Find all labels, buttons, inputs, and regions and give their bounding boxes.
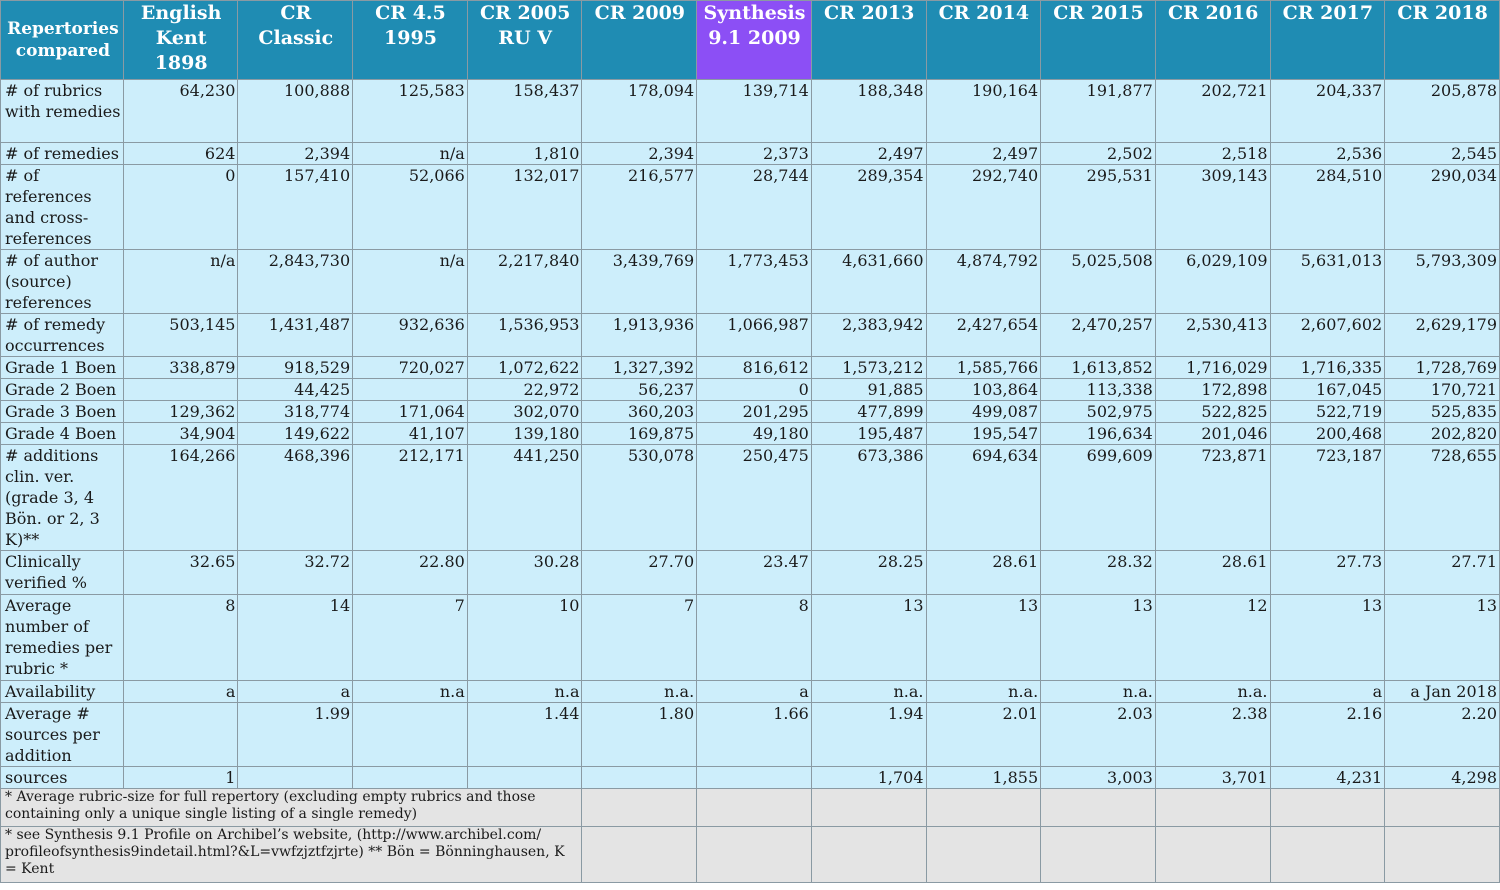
column-header: English Kent 1898 bbox=[123, 1, 238, 80]
table-cell bbox=[582, 767, 697, 789]
table-cell: 522,719 bbox=[1270, 401, 1385, 423]
column-header-highlighted: Synthesis 9.1 2009 bbox=[697, 1, 812, 80]
table-cell: 8 bbox=[123, 595, 238, 681]
table-row bbox=[1, 767, 1500, 789]
footnote-text: * see Synthesis 9.1 Profile on Archibel’s website, (http://www.archibel.com/ profileofsynthesis9indetail.html?&L=vwfzjztfzjrte) ** Bön = Bönninghausen, K = Kent bbox=[1, 827, 582, 883]
table-cell: 201,295 bbox=[697, 401, 812, 423]
table-cell: 816,612 bbox=[697, 357, 812, 379]
row-label: Grade 3 Boen bbox=[1, 401, 124, 423]
table-row bbox=[1, 379, 1500, 401]
table-cell: 125,583 bbox=[353, 80, 468, 143]
table-cell: 468,396 bbox=[238, 445, 353, 551]
table-cell: 250,475 bbox=[697, 445, 812, 551]
header-row bbox=[1, 1, 1500, 80]
table-cell bbox=[697, 767, 812, 789]
table-cell: 1,072,622 bbox=[467, 357, 582, 379]
table-cell: 2,497 bbox=[926, 143, 1041, 165]
table-cell: 171,064 bbox=[353, 401, 468, 423]
table-cell: 22.80 bbox=[353, 551, 468, 595]
table-cell bbox=[123, 703, 238, 767]
table-cell: 13 bbox=[1385, 595, 1500, 681]
table-cell: 932,636 bbox=[353, 314, 468, 357]
table-cell: 289,354 bbox=[811, 165, 926, 250]
column-header: CR 2013 bbox=[811, 1, 926, 80]
table-cell: n.a. bbox=[1041, 681, 1156, 703]
table-cell: 13 bbox=[926, 595, 1041, 681]
table-cell: 2,394 bbox=[582, 143, 697, 165]
table-cell: 530,078 bbox=[582, 445, 697, 551]
column-header: CR 2015 bbox=[1041, 1, 1156, 80]
table-cell: 12 bbox=[1155, 595, 1270, 681]
table-cell: a bbox=[238, 681, 353, 703]
empty-cell bbox=[582, 827, 697, 883]
column-header: CR 2005 RU V bbox=[467, 1, 582, 80]
table-cell: 284,510 bbox=[1270, 165, 1385, 250]
table-cell: 290,034 bbox=[1385, 165, 1500, 250]
table-cell: 41,107 bbox=[353, 423, 468, 445]
table-cell: n.a. bbox=[811, 681, 926, 703]
table-row bbox=[1, 595, 1500, 681]
corner-header: Repertories compared bbox=[1, 1, 124, 80]
table-cell: 2,427,654 bbox=[926, 314, 1041, 357]
table-cell: 723,187 bbox=[1270, 445, 1385, 551]
empty-cell bbox=[1385, 827, 1500, 883]
table-cell: 1.66 bbox=[697, 703, 812, 767]
table-cell: 5,025,508 bbox=[1041, 250, 1156, 314]
table-cell: 2,373 bbox=[697, 143, 812, 165]
table-cell: 694,634 bbox=[926, 445, 1041, 551]
table-body bbox=[1, 80, 1500, 883]
table-cell: n/a bbox=[353, 143, 468, 165]
empty-cell bbox=[926, 827, 1041, 883]
column-header: CR 2009 bbox=[582, 1, 697, 80]
table-cell: 0 bbox=[123, 165, 238, 250]
table-cell: n.a bbox=[353, 681, 468, 703]
empty-cell bbox=[1041, 789, 1156, 827]
table-cell: 1.80 bbox=[582, 703, 697, 767]
table-cell: 204,337 bbox=[1270, 80, 1385, 143]
table-cell: 28.61 bbox=[926, 551, 1041, 595]
table-cell: 7 bbox=[353, 595, 468, 681]
table-cell: n.a. bbox=[582, 681, 697, 703]
table-cell: 360,203 bbox=[582, 401, 697, 423]
row-label: Grade 4 Boen bbox=[1, 423, 124, 445]
table-cell: a bbox=[697, 681, 812, 703]
table-cell: 0 bbox=[697, 379, 812, 401]
table-cell: 178,094 bbox=[582, 80, 697, 143]
empty-cell bbox=[697, 789, 812, 827]
table-cell: 34,904 bbox=[123, 423, 238, 445]
empty-cell bbox=[811, 789, 926, 827]
table-cell: 1,704 bbox=[811, 767, 926, 789]
table-cell: 1,536,953 bbox=[467, 314, 582, 357]
table-cell: 202,820 bbox=[1385, 423, 1500, 445]
table-cell: 13 bbox=[811, 595, 926, 681]
row-label: Clinically verified % bbox=[1, 551, 124, 595]
table-cell: 32.72 bbox=[238, 551, 353, 595]
table-cell: 2,629,179 bbox=[1385, 314, 1500, 357]
table-cell: 1,773,453 bbox=[697, 250, 812, 314]
table-cell: 673,386 bbox=[811, 445, 926, 551]
table-cell: 1,066,987 bbox=[697, 314, 812, 357]
table-cell: 2.16 bbox=[1270, 703, 1385, 767]
table-cell: 10 bbox=[467, 595, 582, 681]
table-cell: 2.20 bbox=[1385, 703, 1500, 767]
column-header: CR 2017 bbox=[1270, 1, 1385, 80]
table-cell: 195,547 bbox=[926, 423, 1041, 445]
row-label: Grade 1 Boen bbox=[1, 357, 124, 379]
table-cell: 13 bbox=[1270, 595, 1385, 681]
table-cell bbox=[123, 379, 238, 401]
table-cell: 302,070 bbox=[467, 401, 582, 423]
table-cell: 1.44 bbox=[467, 703, 582, 767]
table-cell: 292,740 bbox=[926, 165, 1041, 250]
table-cell bbox=[353, 703, 468, 767]
table-cell: n.a. bbox=[926, 681, 1041, 703]
table-cell: 139,180 bbox=[467, 423, 582, 445]
table-cell: 1 bbox=[123, 767, 238, 789]
table-cell: 200,468 bbox=[1270, 423, 1385, 445]
table-row bbox=[1, 445, 1500, 551]
row-label: # of references and cross-references bbox=[1, 165, 124, 250]
table-cell: 2,530,413 bbox=[1155, 314, 1270, 357]
table-cell: 52,066 bbox=[353, 165, 468, 250]
table-cell: 23.47 bbox=[697, 551, 812, 595]
row-label: # of remedy occurrences bbox=[1, 314, 124, 357]
table-cell: 1,716,335 bbox=[1270, 357, 1385, 379]
table-cell: 318,774 bbox=[238, 401, 353, 423]
table-cell: 27.73 bbox=[1270, 551, 1385, 595]
row-label: # of rubrics with remedies bbox=[1, 80, 124, 143]
table-cell: 14 bbox=[238, 595, 353, 681]
empty-cell bbox=[1155, 789, 1270, 827]
footnote-row bbox=[1, 827, 1500, 883]
table-cell: 309,143 bbox=[1155, 165, 1270, 250]
table-cell: 441,250 bbox=[467, 445, 582, 551]
table-cell: 3,439,769 bbox=[582, 250, 697, 314]
table-cell: 188,348 bbox=[811, 80, 926, 143]
table-cell: 918,529 bbox=[238, 357, 353, 379]
table-cell bbox=[353, 379, 468, 401]
table-cell: 32.65 bbox=[123, 551, 238, 595]
table-cell: 728,655 bbox=[1385, 445, 1500, 551]
table-cell: 196,634 bbox=[1041, 423, 1156, 445]
table-cell: 2.01 bbox=[926, 703, 1041, 767]
table-cell: 103,864 bbox=[926, 379, 1041, 401]
table-cell: 7 bbox=[582, 595, 697, 681]
table-cell: 1,613,852 bbox=[1041, 357, 1156, 379]
table-cell bbox=[353, 767, 468, 789]
table-cell: 28,744 bbox=[697, 165, 812, 250]
table-cell: 1.99 bbox=[238, 703, 353, 767]
table-cell: 129,362 bbox=[123, 401, 238, 423]
table-cell: 167,045 bbox=[1270, 379, 1385, 401]
table-cell: 44,425 bbox=[238, 379, 353, 401]
table-cell: 2,502 bbox=[1041, 143, 1156, 165]
table-cell: 205,878 bbox=[1385, 80, 1500, 143]
table-cell: 1,327,392 bbox=[582, 357, 697, 379]
table-cell: 1,585,766 bbox=[926, 357, 1041, 379]
table-cell: 5,631,013 bbox=[1270, 250, 1385, 314]
table-row bbox=[1, 314, 1500, 357]
table-cell: 28.61 bbox=[1155, 551, 1270, 595]
table-row bbox=[1, 357, 1500, 379]
column-header: CR Classic bbox=[238, 1, 353, 80]
table-cell: 27.71 bbox=[1385, 551, 1500, 595]
table-cell: 56,237 bbox=[582, 379, 697, 401]
empty-cell bbox=[697, 827, 812, 883]
row-label: # of remedies bbox=[1, 143, 124, 165]
column-header: CR 2014 bbox=[926, 1, 1041, 80]
table-cell: 212,171 bbox=[353, 445, 468, 551]
table-cell: 5,793,309 bbox=[1385, 250, 1500, 314]
table-cell: 190,164 bbox=[926, 80, 1041, 143]
table-cell: 502,975 bbox=[1041, 401, 1156, 423]
table-cell: 149,622 bbox=[238, 423, 353, 445]
row-label: Average # sources per addition bbox=[1, 703, 124, 767]
row-label: # additions clin. ver. (grade 3, 4 Bön. or 2, 3 K)** bbox=[1, 445, 124, 551]
table-cell: 49,180 bbox=[697, 423, 812, 445]
table-cell: a bbox=[1270, 681, 1385, 703]
table-cell: 4,874,792 bbox=[926, 250, 1041, 314]
table-cell: 4,298 bbox=[1385, 767, 1500, 789]
footnote-row bbox=[1, 789, 1500, 827]
table-cell: n/a bbox=[123, 250, 238, 314]
table-cell: 2,607,602 bbox=[1270, 314, 1385, 357]
table-cell: a bbox=[123, 681, 238, 703]
table-cell: 27.70 bbox=[582, 551, 697, 595]
table-cell: 295,531 bbox=[1041, 165, 1156, 250]
table-cell: 624 bbox=[123, 143, 238, 165]
table-cell: 202,721 bbox=[1155, 80, 1270, 143]
table-cell: 2,545 bbox=[1385, 143, 1500, 165]
table-cell: a Jan 2018 bbox=[1385, 681, 1500, 703]
table-cell: n.a bbox=[467, 681, 582, 703]
table-row bbox=[1, 80, 1500, 143]
table-cell: 723,871 bbox=[1155, 445, 1270, 551]
table-cell: 2.38 bbox=[1155, 703, 1270, 767]
table-row bbox=[1, 165, 1500, 250]
table-cell: 2,383,942 bbox=[811, 314, 926, 357]
empty-cell bbox=[1155, 827, 1270, 883]
table-cell: 172,898 bbox=[1155, 379, 1270, 401]
table-cell: 2,470,257 bbox=[1041, 314, 1156, 357]
table-row bbox=[1, 143, 1500, 165]
table-cell: 28.25 bbox=[811, 551, 926, 595]
table-cell: 8 bbox=[697, 595, 812, 681]
row-label: Average number of remedies per rubric * bbox=[1, 595, 124, 681]
table-cell bbox=[238, 767, 353, 789]
table-cell: 132,017 bbox=[467, 165, 582, 250]
table-cell: 2,497 bbox=[811, 143, 926, 165]
empty-cell bbox=[926, 789, 1041, 827]
table-cell bbox=[467, 767, 582, 789]
table-cell: 157,410 bbox=[238, 165, 353, 250]
table-cell: 2.03 bbox=[1041, 703, 1156, 767]
table-cell: 2,536 bbox=[1270, 143, 1385, 165]
table-cell: 3,003 bbox=[1041, 767, 1156, 789]
empty-cell bbox=[1270, 827, 1385, 883]
row-label: # of author (source) references bbox=[1, 250, 124, 314]
table-cell: 499,087 bbox=[926, 401, 1041, 423]
table-cell: 4,631,660 bbox=[811, 250, 926, 314]
table-cell: 503,145 bbox=[123, 314, 238, 357]
table-cell: 2,843,730 bbox=[238, 250, 353, 314]
table-cell: 13 bbox=[1041, 595, 1156, 681]
table-cell: n/a bbox=[353, 250, 468, 314]
empty-cell bbox=[1270, 789, 1385, 827]
table-cell: 139,714 bbox=[697, 80, 812, 143]
table-cell: 2,394 bbox=[238, 143, 353, 165]
column-header: CR 2018 bbox=[1385, 1, 1500, 80]
column-header: CR 4.5 1995 bbox=[353, 1, 468, 80]
table-cell: 2,518 bbox=[1155, 143, 1270, 165]
table-cell: 1,855 bbox=[926, 767, 1041, 789]
table-cell: 4,231 bbox=[1270, 767, 1385, 789]
table-cell: 169,875 bbox=[582, 423, 697, 445]
table-cell: n.a. bbox=[1155, 681, 1270, 703]
table-cell: 170,721 bbox=[1385, 379, 1500, 401]
table-row bbox=[1, 703, 1500, 767]
table-row bbox=[1, 423, 1500, 445]
table-cell: 3,701 bbox=[1155, 767, 1270, 789]
table-cell: 91,885 bbox=[811, 379, 926, 401]
table-cell: 201,046 bbox=[1155, 423, 1270, 445]
table-cell: 164,266 bbox=[123, 445, 238, 551]
table-row bbox=[1, 250, 1500, 314]
table-cell: 113,338 bbox=[1041, 379, 1156, 401]
table-cell: 477,899 bbox=[811, 401, 926, 423]
table-cell: 338,879 bbox=[123, 357, 238, 379]
empty-cell bbox=[1385, 789, 1500, 827]
table-cell: 1,431,487 bbox=[238, 314, 353, 357]
table-row bbox=[1, 551, 1500, 595]
table-cell: 699,609 bbox=[1041, 445, 1156, 551]
table-cell: 1,716,029 bbox=[1155, 357, 1270, 379]
table-cell: 1,810 bbox=[467, 143, 582, 165]
table-row bbox=[1, 401, 1500, 423]
empty-cell bbox=[1041, 827, 1156, 883]
row-label: sources bbox=[1, 767, 124, 789]
row-label: Grade 2 Boen bbox=[1, 379, 124, 401]
table-row bbox=[1, 681, 1500, 703]
table-cell: 158,437 bbox=[467, 80, 582, 143]
empty-cell bbox=[811, 827, 926, 883]
table-cell: 522,825 bbox=[1155, 401, 1270, 423]
table-cell: 525,835 bbox=[1385, 401, 1500, 423]
empty-cell bbox=[582, 789, 697, 827]
table-cell: 6,029,109 bbox=[1155, 250, 1270, 314]
table-cell: 64,230 bbox=[123, 80, 238, 143]
table-cell: 28.32 bbox=[1041, 551, 1156, 595]
table-cell: 1,728,769 bbox=[1385, 357, 1500, 379]
table-cell: 30.28 bbox=[467, 551, 582, 595]
table-cell: 2,217,840 bbox=[467, 250, 582, 314]
table-cell: 1,913,936 bbox=[582, 314, 697, 357]
table-cell: 191,877 bbox=[1041, 80, 1156, 143]
table-cell: 22,972 bbox=[467, 379, 582, 401]
table-cell: 1.94 bbox=[811, 703, 926, 767]
footnote-text: * Average rubric-size for full repertory (excluding empty rubrics and those containing only a unique single listing of a single remedy) bbox=[1, 789, 582, 827]
row-label: Availability bbox=[1, 681, 124, 703]
table-cell: 100,888 bbox=[238, 80, 353, 143]
table-cell: 720,027 bbox=[353, 357, 468, 379]
table-cell: 1,573,212 bbox=[811, 357, 926, 379]
table-cell: 216,577 bbox=[582, 165, 697, 250]
column-header: CR 2016 bbox=[1155, 1, 1270, 80]
table-cell: 195,487 bbox=[811, 423, 926, 445]
